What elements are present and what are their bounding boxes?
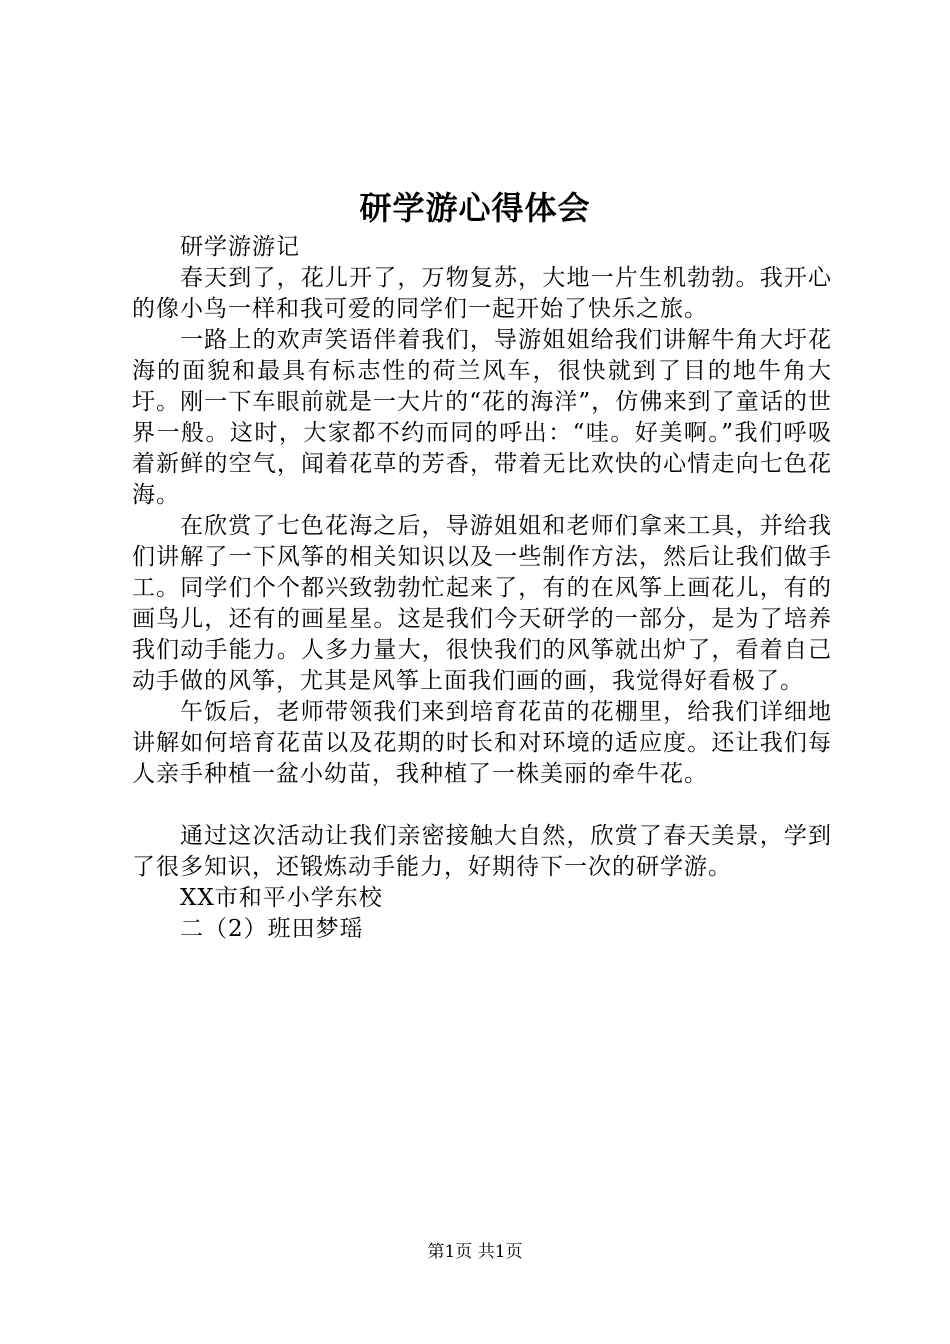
author-class: 二（2）班田梦瑶 xyxy=(180,916,364,942)
document-body xyxy=(132,232,832,945)
paragraph-journey: 一路上的欢声笑语伴着我们，导游姐姐给我们讲解牛角大圩花海的面貌和最具有标志性的荷兰风车，很快就到了目的地牛角大圩。刚一下车眼前就是一大片的“花的海洋”，仿佛来到了童话的世界一般。这时，大家都不约而同的呼出：“哇。好美啊。”我们呼吸着新鲜的空气，闻着花草的芳香，带着无比欢快的心情走向七色花海。 xyxy=(132,327,832,508)
school-name: XX市和平小学东校 xyxy=(180,885,383,911)
paragraph-spring: 春天到了，花儿开了，万物复苏，大地一片生机勃勃。我开心的像小鸟一样和我可爱的同学们一起开始了快乐之旅。 xyxy=(132,265,832,322)
document-title: 研学游心得体会 xyxy=(359,189,591,227)
paragraph-conclusion: 通过这次活动让我们亲密接触大自然，欣赏了春天美景，学到了很多知识，还锻炼动手能力，好期待下一次的研学游。 xyxy=(132,823,832,880)
paragraph-seedling: 午饭后，老师带领我们来到培育花苗的花棚里，给我们详细地讲解如何培育花苗以及花期的时长和对环境的适应度。还让我们每人亲手种植一盆小幼苗，我种植了一株美丽的牵牛花。 xyxy=(132,699,832,787)
page-footer: 第1页 共1页 xyxy=(427,1242,523,1262)
paragraph-gap xyxy=(132,790,832,821)
paragraph-kite: 在欣赏了七色花海之后，导游姐姐和老师们拿来工具，并给我们讲解了一下风筝的相关知识以及一些制作方法，然后让我们做手工。同学们个个都兴致勃勃忙起来了，有的在风筝上画花儿，有的画鸟儿，还有的画星星。这是我们今天研学的一部分，是为了培养我们动手能力。人多力量大，很快我们的风筝就出炉了，看着自己动手做的风筝，尤其是风筝上面我们画的画，我觉得好看极了。 xyxy=(132,513,832,694)
subtitle-paragraph: 研学游游记 xyxy=(180,234,300,260)
